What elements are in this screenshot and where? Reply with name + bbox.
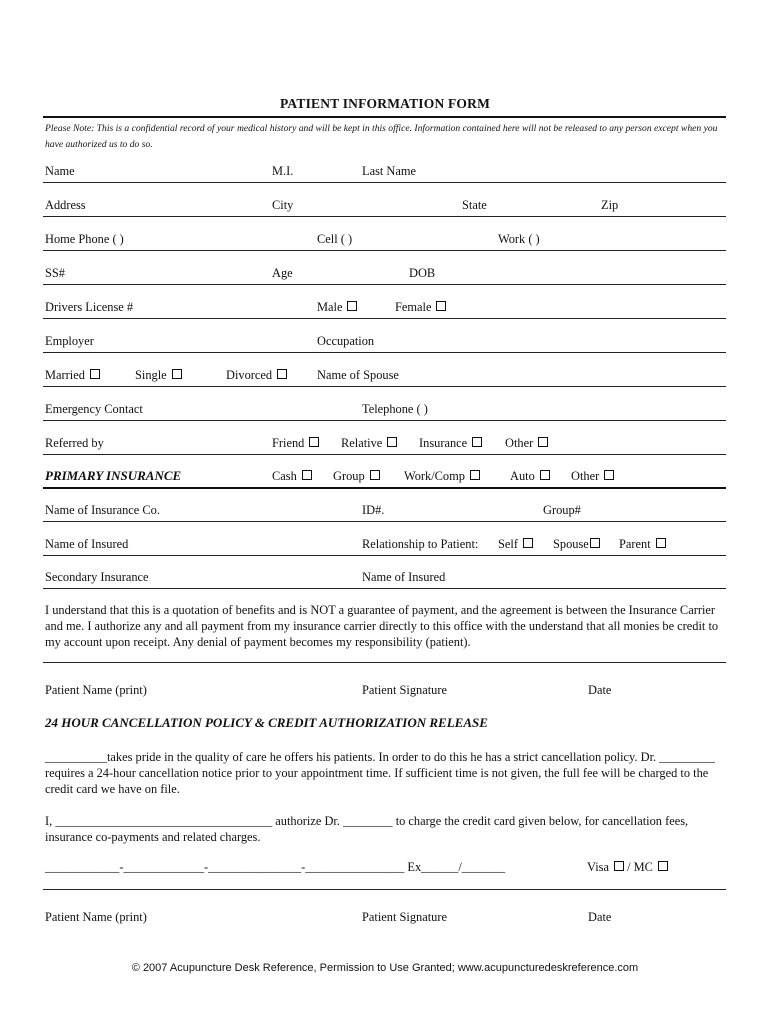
relative-label: Relative	[341, 436, 383, 450]
referral-row[interactable]	[43, 434, 726, 455]
employment-row[interactable]	[43, 332, 726, 353]
address-label: Address	[45, 198, 86, 212]
mc-label: / MC	[627, 860, 653, 874]
other-referral-checkbox[interactable]	[538, 437, 548, 447]
friend-option[interactable]	[272, 436, 319, 451]
work-phone-label: Work ( )	[498, 232, 540, 246]
emergency-contact-label: Emergency Contact	[45, 402, 143, 416]
address-row[interactable]	[43, 196, 726, 217]
married-label: Married	[45, 368, 85, 382]
mc-checkbox[interactable]	[658, 861, 668, 871]
self-checkbox[interactable]	[523, 538, 533, 548]
insurance-id-label: ID#.	[362, 503, 385, 517]
group-label: Group	[333, 469, 365, 483]
cancellation-policy-text: __________takes pride in the quality of care he offers his patients. In order to do this he has a strict cancellation policy. Dr. _________ requires a 24-hour cancellation notice prior to your appointment time. If sufficient time is not given, the full fee will be charged to the credit card we have on file.	[45, 750, 715, 796]
other-referral-label: Other	[505, 436, 534, 450]
form-title: PATIENT INFORMATION FORM	[279, 96, 491, 111]
patient-signature-label-2: Patient Signature	[362, 910, 447, 924]
secondary-insurance-label: Secondary Insurance	[45, 570, 149, 584]
signature-row-1[interactable]	[43, 662, 726, 697]
spouse-name-label: Name of Spouse	[317, 368, 399, 382]
spouse-label: Spouse	[553, 537, 589, 551]
primary-insurance-heading: PRIMARY INSURANCE	[45, 468, 182, 483]
married-option[interactable]	[45, 368, 100, 383]
cell-phone-label: Cell ( )	[317, 232, 353, 246]
other-insurance-label: Other	[571, 469, 600, 483]
date-label-2: Date	[588, 910, 612, 924]
copyright-footer: © 2007 Acupuncture Desk Reference, Permission to Use Granted; www.acupuncturedeskreference.com	[131, 962, 639, 974]
parent-checkbox[interactable]	[656, 538, 666, 548]
visa-label: Visa	[587, 860, 609, 874]
group-checkbox[interactable]	[370, 470, 380, 480]
male-option[interactable]	[317, 300, 357, 315]
workcomp-label: Work/Comp	[404, 469, 465, 483]
phone-row[interactable]	[43, 230, 726, 251]
zip-label: Zip	[601, 198, 619, 212]
parent-label: Parent	[619, 537, 651, 551]
referred-by-label: Referred by	[45, 436, 104, 450]
credit-card-number-blank[interactable]: ____________-_____________-_______________-________________ Ex______/_______	[45, 860, 506, 874]
dob-label: DOB	[409, 266, 436, 280]
confidentiality-note: Please Note: This is a confidential record of your medical history and will be kept in this office. Information contained here will not be released to any person except when you have authorized us to do so.	[45, 123, 718, 150]
last-name-label: Last Name	[362, 164, 417, 178]
other-referral-option[interactable]	[505, 436, 548, 451]
id-row[interactable]	[43, 264, 726, 285]
marital-row[interactable]	[43, 366, 726, 387]
parent-option[interactable]	[619, 537, 666, 552]
single-option[interactable]	[135, 368, 182, 383]
auto-label: Auto	[510, 469, 535, 483]
auto-option[interactable]	[510, 469, 550, 484]
relative-option[interactable]	[341, 436, 397, 451]
friend-checkbox[interactable]	[309, 437, 319, 447]
workcomp-checkbox[interactable]	[470, 470, 480, 480]
friend-label: Friend	[272, 436, 305, 450]
cash-option[interactable]	[272, 469, 312, 484]
credit-authorization-text: I, ___________________________________ authorize Dr. ________ to charge the credit card given below, for cancellation fees, insurance co-payments and related charges.	[45, 814, 689, 844]
female-checkbox[interactable]	[436, 301, 446, 311]
secondary-insured-name-label: Name of Insured	[362, 570, 446, 584]
insurance-referral-option[interactable]	[419, 436, 482, 451]
married-checkbox[interactable]	[90, 369, 100, 379]
auto-checkbox[interactable]	[540, 470, 550, 480]
male-label: Male	[317, 300, 343, 314]
group-option[interactable]	[333, 469, 380, 484]
insurance-company-row[interactable]	[43, 501, 726, 522]
license-row[interactable]	[43, 298, 726, 319]
relative-checkbox[interactable]	[387, 437, 397, 447]
secondary-insurance-row[interactable]	[43, 568, 726, 589]
signature-row-2[interactable]	[43, 889, 726, 924]
insurance-referral-label: Insurance	[419, 436, 468, 450]
primary-insurance-row[interactable]	[43, 467, 726, 489]
mi-label: M.I.	[272, 164, 294, 178]
visa-checkbox[interactable]	[614, 861, 624, 871]
drivers-license-label: Drivers License #	[45, 300, 134, 314]
female-option[interactable]	[395, 300, 446, 315]
patient-name-print-label-2: Patient Name (print)	[45, 910, 147, 924]
divorced-option[interactable]	[226, 368, 287, 383]
cash-label: Cash	[272, 469, 297, 483]
insurance-company-label: Name of Insurance Co.	[45, 503, 160, 517]
title-divider	[43, 116, 726, 118]
occupation-label: Occupation	[317, 334, 375, 348]
other-insurance-checkbox[interactable]	[604, 470, 614, 480]
cancellation-policy-heading: 24 HOUR CANCELLATION POLICY & CREDIT AUTHORIZATION RELEASE	[45, 715, 488, 730]
patient-name-print-label: Patient Name (print)	[45, 683, 147, 697]
ssn-label: SS#	[45, 266, 65, 280]
insurance-group-label: Group#	[543, 503, 581, 517]
spouse-option[interactable]	[553, 537, 600, 552]
male-checkbox[interactable]	[347, 301, 357, 311]
other-insurance-option[interactable]	[571, 469, 614, 484]
insurance-referral-checkbox[interactable]	[472, 437, 482, 447]
name-label: Name	[45, 164, 75, 178]
emergency-telephone-label: Telephone ( )	[362, 402, 428, 416]
female-label: Female	[395, 300, 432, 314]
employer-label: Employer	[45, 334, 94, 348]
patient-signature-label: Patient Signature	[362, 683, 447, 697]
workcomp-option[interactable]	[404, 469, 480, 484]
self-label: Self	[498, 537, 518, 551]
home-phone-label: Home Phone ( )	[45, 232, 124, 246]
city-label: City	[272, 198, 294, 212]
name-row[interactable]	[43, 162, 726, 183]
insured-row[interactable]	[43, 535, 726, 556]
insurance-agreement-text: I understand that this is a quotation of benefits and is NOT a guarantee of payment, and the agreement is between the Insurance Carrier and me. I authorize any and all payment from my insurance carrier directly to this office with the understand that all monies be credit to my account upon receipt. Any denial of payment becomes my responsibility (patient).	[45, 603, 719, 649]
divorced-checkbox[interactable]	[277, 369, 287, 379]
self-option[interactable]	[498, 537, 533, 552]
spouse-checkbox[interactable]	[590, 538, 600, 548]
state-label: State	[462, 198, 487, 212]
emergency-row[interactable]	[43, 400, 726, 421]
date-label: Date	[588, 683, 612, 697]
insured-name-label: Name of Insured	[45, 537, 129, 551]
relationship-label: Relationship to Patient:	[362, 537, 479, 551]
single-label: Single	[135, 368, 167, 382]
divorced-label: Divorced	[226, 368, 273, 382]
age-label: Age	[272, 266, 293, 280]
cash-checkbox[interactable]	[302, 470, 312, 480]
card-type-options[interactable]	[587, 860, 668, 875]
single-checkbox[interactable]	[172, 369, 182, 379]
